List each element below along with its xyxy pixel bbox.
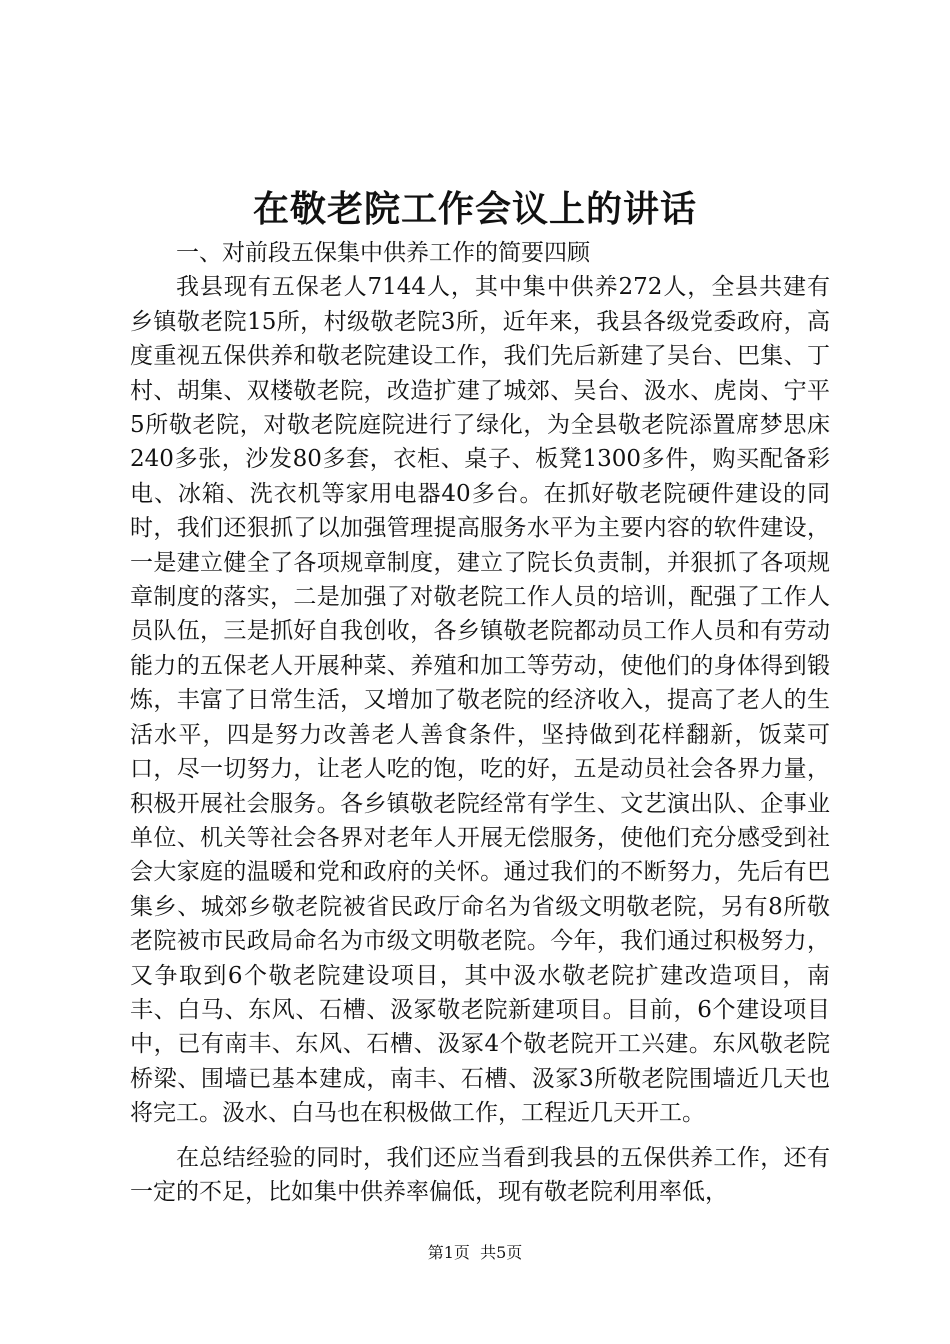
page-footer	[0, 1241, 950, 1265]
section-heading: 一、对前段五保集中供养工作的简要四顾	[176, 240, 590, 266]
document-body	[130, 236, 830, 1209]
body-paragraph: 我县现有五保老人7144人，其中集中供养272人，全县共建有乡镇敬老院15所，村级敬老院3所，近年来，我县各级党委政府，高度重视五保供养和敬老院建设工作，我们先后新建了吴台、巴集、丁村、胡集、双楼敬老院，改造扩建了城郊、吴台、汲水、虎岗、宁平5所敬老院，对敬老院庭院进行了绿化，为全县敬老院添置席梦思床240多张，沙发80多套，衣柜、桌子、板凳1300多件，购买配备彩电、冰箱、洗衣机等家用电器40多台。在抓好敬老院硬件建设的同时，我们还狠抓了以加强管理提高服务水平为主要内容的软件建设，一是建立健全了各项规章制度，建立了院长负责制，并狠抓了各项规章制度的落实，二是加强了对敬老院工作人员的培训，配强了工作人员队伍，三是抓好自我创收，各乡镇敬老院都动员工作人员和有劳动能力的五保老人开展种菜、养殖和加工等劳动，使他们的身体得到锻炼，丰富了日常生活，又增加了敬老院的经济收入，提高了老人的生活水平，四是努力改善老人善食条件，坚持做到花样翻新，饭菜可口，尽一切努力，让老人吃的饱，吃的好，五是动员社会各界力量，积极开展社会服务。各乡镇敬老院经常有学生、文艺演出队、企事业单位、机关等社会各界对老年人开展无偿服务，使他们充分感受到社会大家庭的温暖和党和政府的关怀。通过我们的不断努力，先后有巴集乡、城郊乡敬老院被省民政厅命名为省级文明敬老院，另有8所敬老院被市民政局命名为市级文明敬老院。今年，我们通过积极努力，又争取到6个敬老院建设项目，其中汲水敬老院扩建改造项目，南丰、白马、东风、石槽、汲冢敬老院新建项目。目前，6个建设项目中，已有南丰、东风、石槽、汲冢4个敬老院开工兴建。东风敬老院桥梁、围墙已基本建成，南丰、石槽、汲冢3所敬老院围墙近几天也将完工。汲水、白马也在积极做工作，工程近几天开工。	[130, 274, 830, 1127]
body-paragraph: 在总结经验的同时，我们还应当看到我县的五保供养工作，还有一定的不足，比如集中供养率偏低，现有敬老院利用率低，	[130, 1144, 830, 1205]
page-number: 第1页 共5页	[427, 1243, 523, 1262]
document-title: 在敬老院工作会议上的讲话	[252, 188, 697, 230]
